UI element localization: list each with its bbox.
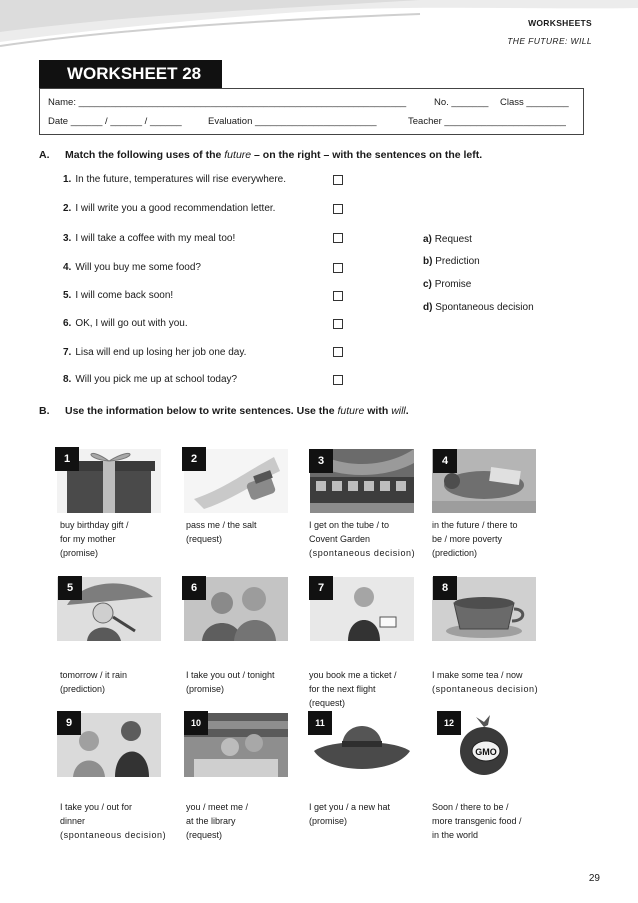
caption-6: I take you out / tonight (promise) xyxy=(186,670,275,694)
teacher-field[interactable]: Teacher _______________________ xyxy=(408,116,566,127)
item-badge-12: 12 xyxy=(437,711,461,735)
sentence-1: 1. In the future, temperatures will rise everywhere. xyxy=(63,174,286,185)
caption-10: you / meet me / at the library (request) xyxy=(186,802,249,840)
answer-checkbox-6[interactable] xyxy=(333,319,343,329)
answer-checkbox-4[interactable] xyxy=(333,263,343,273)
sentence-2: 2. I will write you a good recommendation letter. xyxy=(63,203,276,214)
item-badge-11: 11 xyxy=(308,711,332,735)
student-info-box xyxy=(39,88,584,135)
section-b-letter: B. xyxy=(39,405,50,417)
caption-9: I take you / out for dinner (spontaneous decision) xyxy=(60,802,167,840)
caption-11: I get you / a new hat (promise) xyxy=(309,802,391,826)
use-option-c: c) Promise xyxy=(423,279,472,290)
caption-8: I make some tea / now (spontaneous decision) xyxy=(432,670,539,694)
date-field[interactable]: Date ______ / ______ / ______ xyxy=(48,116,182,127)
sentence-7: 7. Lisa will end up losing her job one day. xyxy=(63,347,247,358)
answer-checkbox-5[interactable] xyxy=(333,291,343,301)
worksheet-title: WORKSHEET 28 xyxy=(39,60,222,88)
sentence-5: 5. I will come back soon! xyxy=(63,290,174,301)
caption-1: buy birthday gift / for my mother (promise) xyxy=(60,520,129,558)
use-option-b: b) Prediction xyxy=(423,256,480,267)
section-a-letter: A. xyxy=(39,149,50,161)
item-badge-10: 10 xyxy=(184,711,208,735)
answer-checkbox-7[interactable] xyxy=(333,347,343,357)
name-field[interactable]: Name: ______________________________________________________________ xyxy=(48,97,407,108)
item-badge-6: 6 xyxy=(182,576,206,600)
gmo-label: GMO xyxy=(475,747,497,757)
evaluation-field[interactable]: Evaluation _______________________ xyxy=(208,116,377,127)
item-badge-5: 5 xyxy=(58,576,82,600)
section-b-instruction: Use the information below to write sentences. Use the future with will. xyxy=(65,405,409,417)
item-badge-2: 2 xyxy=(182,447,206,471)
item-badge-3: 3 xyxy=(309,449,333,473)
caption-4: in the future / there to be / more poverty (prediction) xyxy=(432,520,518,558)
answer-checkbox-1[interactable] xyxy=(333,175,343,185)
topic-header: THE FUTURE: WILL xyxy=(507,36,592,46)
sentence-6: 6. OK, I will go out with you. xyxy=(63,318,188,329)
number-field[interactable]: No. _______ xyxy=(434,97,489,108)
header-swoosh xyxy=(0,0,638,60)
answer-checkbox-8[interactable] xyxy=(333,375,343,385)
page-number: 29 xyxy=(588,873,600,884)
caption-12: Soon / there to be / more transgenic food / in the world xyxy=(432,802,522,840)
item-badge-1: 1 xyxy=(55,447,79,471)
sentence-8: 8. Will you pick me up at school today? xyxy=(63,374,238,385)
sentence-3: 3. I will take a coffee with my meal too! xyxy=(63,233,236,244)
use-option-a: a) Request xyxy=(423,234,472,245)
caption-5: tomorrow / it rain (prediction) xyxy=(60,670,128,694)
caption-7: you book me a ticket / for the next flight (request) xyxy=(309,670,397,708)
class-field[interactable]: Class ________ xyxy=(500,97,569,108)
item-badge-4: 4 xyxy=(433,449,457,473)
caption-3: I get on the tube / to Covent Garden (spontaneous decision) xyxy=(309,520,416,558)
item-badge-9: 9 xyxy=(57,711,81,735)
caption-2: pass me / the salt (request) xyxy=(186,520,257,544)
answer-checkbox-2[interactable] xyxy=(333,204,343,214)
use-option-d: d) Spontaneous decision xyxy=(423,302,534,313)
sentence-4: 4. Will you buy me some food? xyxy=(63,262,201,273)
answer-checkbox-3[interactable] xyxy=(333,233,343,243)
section-a-instruction: Match the following uses of the future – on the right – with the sentences on the left. xyxy=(65,149,483,161)
section-header: WORKSHEETS xyxy=(528,18,592,28)
item-badge-7: 7 xyxy=(309,576,333,600)
item-badge-8: 8 xyxy=(433,576,457,600)
